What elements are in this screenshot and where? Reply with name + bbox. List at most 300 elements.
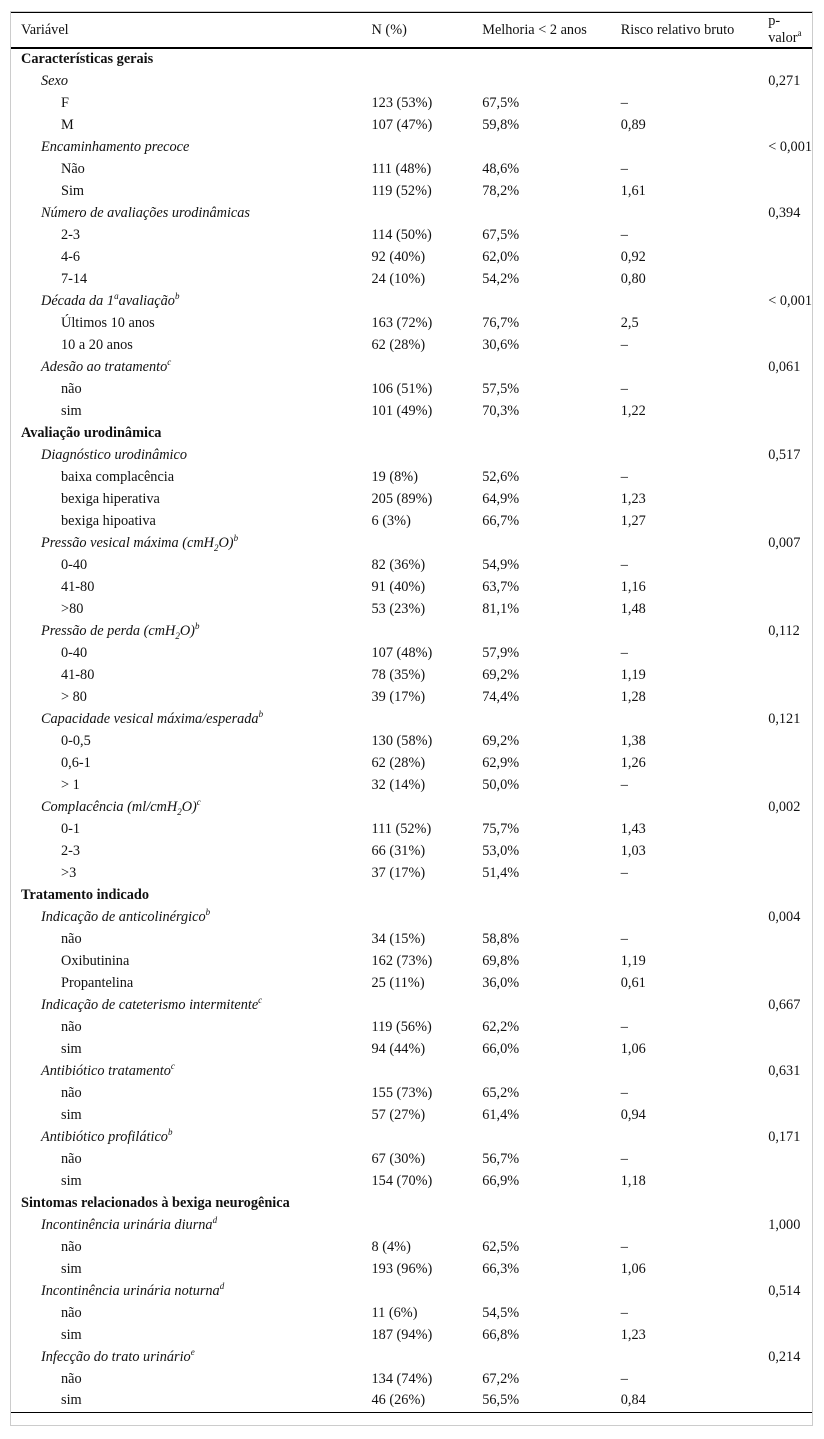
cell-n-percent: 106 (51%) [371, 380, 433, 397]
table-row [11, 114, 812, 136]
cell-n-percent: 34 (15%) [371, 930, 426, 947]
cell-p-value [768, 752, 812, 774]
cell-relative-risk: 1,61 [620, 182, 646, 199]
variable-row [11, 202, 812, 224]
cell-p-value [768, 1302, 812, 1324]
cell-variable: baixa complacência [61, 468, 175, 485]
variable-row [11, 532, 812, 554]
cell-variable: 0-0,5 [61, 732, 91, 749]
table-row [11, 1236, 812, 1258]
cell-variable: > 80 [61, 688, 87, 705]
cell-improvement [482, 1192, 621, 1214]
subscript: 2 [213, 542, 219, 553]
table-row [11, 1016, 812, 1038]
cell-relative-risk: – [620, 644, 628, 661]
table-body [11, 48, 812, 1412]
cell-variable: não [61, 930, 82, 947]
table-row [11, 840, 812, 862]
cell-relative-risk [621, 532, 768, 554]
cell-p-value: 0,394 [768, 204, 801, 221]
cell-relative-risk: 1,48 [620, 600, 646, 617]
label-text: Indicação de anticolinérgico [41, 908, 206, 925]
cell-n-percent [372, 708, 483, 730]
cell-p-value [768, 158, 812, 180]
table-row [11, 1302, 812, 1324]
cell-p-value: < 0,001 [768, 138, 812, 155]
cell-relative-risk [621, 620, 768, 642]
variable-row [11, 1214, 812, 1236]
cell-improvement [482, 708, 621, 730]
cell-n-percent: 53 (23%) [371, 600, 426, 617]
variable-row [11, 1280, 812, 1302]
cell-improvement [482, 1346, 621, 1368]
cell-n-percent: 111 (48%) [371, 160, 432, 177]
cell-p-value: 0,061 [768, 358, 801, 375]
table-row [11, 1104, 812, 1126]
table-row [11, 928, 812, 950]
cell-p-value: 0,007 [768, 534, 801, 551]
cell-n-percent: 32 (14%) [371, 776, 426, 793]
cell-p-value: 0,214 [768, 1348, 801, 1365]
label-text: Antibiótico tratamento [41, 1062, 171, 1079]
cell-p-value: < 0,001 [768, 292, 812, 309]
cell-variable: 41-80 [61, 666, 95, 683]
cell-n-percent: 123 (53%) [371, 94, 433, 111]
cell-p-value: 0,004 [768, 908, 801, 925]
cell-variable: sim [61, 1106, 82, 1123]
table-row [11, 92, 812, 114]
cell-p-value [768, 554, 812, 576]
footnote-marker: b [205, 906, 211, 917]
cell-p-value [768, 1170, 812, 1192]
cell-n-percent: 46 (26%) [372, 1390, 483, 1412]
cell-relative-risk [621, 136, 768, 158]
variable-row [11, 620, 812, 642]
cell-variable: 0-40 [61, 556, 88, 573]
variable-row [11, 356, 812, 378]
cell-n-percent: 107 (47%) [371, 116, 433, 133]
table-row [11, 972, 812, 994]
cell-p-value [768, 1082, 812, 1104]
cell-relative-risk: – [620, 1150, 628, 1167]
cell-improvement [482, 422, 621, 444]
cell-p-value: 0,631 [768, 1062, 801, 1079]
cell-relative-risk: 1,43 [620, 820, 646, 837]
cell-variable: 0,6-1 [61, 754, 91, 771]
table-row [11, 312, 812, 334]
cell-n-percent: 162 (73%) [371, 952, 433, 969]
cell-n-percent [372, 884, 483, 906]
cell-variable: Avaliação urodinâmica [21, 424, 162, 441]
cell-relative-risk [621, 444, 768, 466]
table-row [11, 554, 812, 576]
cell-improvement: 66,8% [482, 1326, 520, 1343]
cell-n-percent: 82 (36%) [371, 556, 426, 573]
footnote-marker: b [233, 532, 239, 543]
cell-p-value [768, 774, 812, 796]
cell-relative-risk: 1,28 [620, 688, 646, 705]
cell-relative-risk: – [620, 556, 628, 573]
table-row [11, 730, 812, 752]
label-text-cont: O) [181, 798, 197, 815]
cell-p-value [768, 488, 812, 510]
cell-improvement: 61,4% [482, 1106, 520, 1123]
cell-relative-risk: 1,06 [620, 1040, 646, 1057]
cell-relative-risk [621, 1214, 768, 1236]
cell-n-percent: 8 (4%) [371, 1238, 411, 1255]
cell-variable: sim [11, 1390, 372, 1412]
table-row [11, 1148, 812, 1170]
cell-improvement: 75,7% [482, 820, 520, 837]
cell-variable [11, 1214, 372, 1236]
cell-p-value [768, 928, 812, 950]
cell-p-value [768, 400, 812, 422]
cell-p-value [768, 1324, 812, 1346]
cell-improvement: 57,9% [482, 644, 520, 661]
cell-relative-risk: – [620, 1018, 628, 1035]
cell-relative-risk: – [620, 468, 628, 485]
cell-p-value: 0,514 [768, 1282, 801, 1299]
cell-improvement: 67,5% [482, 94, 520, 111]
cell-relative-risk: 1,19 [620, 952, 646, 969]
table-header-row [11, 13, 812, 49]
cell-n-percent [372, 796, 483, 818]
cell-improvement [482, 202, 621, 224]
cell-variable: Oxibutinina [61, 952, 130, 969]
cell-n-percent [372, 1060, 483, 1082]
cell-n-percent: 94 (44%) [371, 1040, 426, 1057]
cell-p-value [768, 1192, 812, 1214]
cell-n-percent: 193 (96%) [371, 1260, 433, 1277]
cell-n-percent: 37 (17%) [371, 864, 426, 881]
cell-p-value: 0,667 [768, 996, 801, 1013]
cell-variable [11, 796, 372, 818]
cell-p-value [768, 686, 812, 708]
cell-relative-risk: – [620, 1304, 628, 1321]
table-row [11, 510, 812, 532]
table-row [11, 1390, 812, 1412]
cell-n-percent: 187 (94%) [371, 1326, 433, 1343]
cell-improvement: 65,2% [482, 1084, 520, 1101]
cell-variable: Diagnóstico urodinâmico [41, 446, 188, 463]
cell-improvement: 69,8% [482, 952, 520, 969]
variable-row [11, 708, 812, 730]
cell-variable: F [61, 94, 69, 111]
label-text: Incontinência urinária noturna [41, 1282, 220, 1299]
cell-variable: Últimos 10 anos [61, 314, 155, 331]
header-p-valor [768, 13, 812, 49]
cell-variable: >3 [61, 864, 77, 881]
cell-variable: 0-40 [61, 644, 88, 661]
cell-variable [11, 356, 372, 378]
table-row [11, 1368, 812, 1390]
label-text-cont: O) [218, 534, 234, 551]
cell-relative-risk: 1,16 [620, 578, 646, 595]
cell-p-value [768, 1104, 812, 1126]
cell-improvement [482, 1280, 621, 1302]
cell-n-percent: 39 (17%) [371, 688, 426, 705]
cell-improvement: 66,3% [482, 1260, 520, 1277]
cell-relative-risk [621, 1060, 768, 1082]
cell-p-value [768, 334, 812, 356]
cell-variable: não [61, 380, 82, 397]
cell-variable: M [61, 116, 74, 133]
variable-row [11, 290, 812, 312]
cell-relative-risk: 1,23 [620, 1326, 646, 1343]
cell-p-value [768, 664, 812, 686]
footnote-marker: d [212, 1214, 218, 1225]
cell-improvement: 62,9% [482, 754, 520, 771]
cell-p-value [768, 862, 812, 884]
cell-relative-risk [621, 994, 768, 1016]
cell-n-percent: 67 (30%) [371, 1150, 426, 1167]
cell-relative-risk [621, 422, 768, 444]
cell-variable: Tratamento indicado [21, 886, 150, 903]
cell-variable: Sim [61, 182, 85, 199]
cell-relative-risk: – [620, 1238, 628, 1255]
cell-improvement: 58,8% [482, 930, 520, 947]
variable-row [11, 796, 812, 818]
cell-relative-risk: 1,26 [620, 754, 646, 771]
cell-n-percent [372, 356, 483, 378]
cell-variable: Propantelina [61, 974, 134, 991]
cell-improvement [482, 290, 621, 312]
label-text: Década da 1 [41, 292, 115, 309]
cell-relative-risk [621, 1126, 768, 1148]
cell-variable: não [61, 1018, 82, 1035]
footnote-marker: e [190, 1346, 195, 1357]
cell-p-value [768, 1368, 812, 1390]
cell-n-percent [372, 70, 483, 92]
footnote-marker: c [167, 356, 172, 367]
cell-variable [11, 532, 372, 554]
cell-improvement [482, 444, 621, 466]
cell-n-percent: 19 (8%) [371, 468, 418, 485]
variable-row [11, 906, 812, 928]
cell-p-value [768, 1148, 812, 1170]
table-row [11, 466, 812, 488]
label-text: Complacência (ml/cmH [41, 798, 178, 815]
cell-variable: não [61, 1084, 82, 1101]
cell-p-value [768, 466, 812, 488]
cell-n-percent: 11 (6%) [371, 1304, 418, 1321]
cell-improvement: 66,0% [482, 1040, 520, 1057]
table-row [11, 818, 812, 840]
cell-relative-risk: – [620, 336, 628, 353]
table-row [11, 686, 812, 708]
label-text: Indicação de cateterismo intermitente [41, 996, 259, 1013]
cell-relative-risk [621, 708, 768, 730]
footnote-marker: b [174, 290, 180, 301]
table-row [11, 1170, 812, 1192]
cell-improvement: 36,0% [482, 974, 520, 991]
header-p-valor-footnote: a [797, 28, 802, 39]
cell-variable [11, 708, 372, 730]
cell-relative-risk: 1,03 [620, 842, 646, 859]
cell-variable [11, 1280, 372, 1302]
section-row [11, 1192, 812, 1214]
table-row [11, 378, 812, 400]
cell-n-percent: 62 (28%) [371, 754, 426, 771]
cell-p-value: 0,517 [768, 446, 801, 463]
cell-p-value [768, 884, 812, 906]
cell-improvement: 57,5% [482, 380, 520, 397]
section-row [11, 48, 812, 70]
cell-p-value [768, 378, 812, 400]
cell-p-value [768, 950, 812, 972]
cell-p-value: 0,002 [768, 798, 801, 815]
cell-p-value [768, 1016, 812, 1038]
cell-n-percent [372, 202, 483, 224]
cell-p-value [768, 246, 812, 268]
cell-n-percent: 114 (50%) [371, 226, 432, 243]
cell-n-percent [372, 1126, 483, 1148]
cell-improvement: 81,1% [482, 600, 520, 617]
cell-variable: bexiga hipoativa [61, 512, 156, 529]
cell-improvement: 54,9% [482, 556, 520, 573]
cell-p-value [768, 1038, 812, 1060]
table-row [11, 774, 812, 796]
cell-improvement: 53,0% [482, 842, 520, 859]
cell-variable: sim [61, 1172, 82, 1189]
footnote-marker: c [258, 994, 263, 1005]
variable-row [11, 1060, 812, 1082]
cell-improvement: 50,0% [482, 776, 520, 793]
label-text: Antibiótico profilático [41, 1128, 168, 1145]
footnote-marker: b [258, 708, 264, 719]
cell-variable [11, 1060, 372, 1082]
cell-p-value [768, 180, 812, 202]
cell-n-percent: 62 (28%) [371, 336, 426, 353]
cell-variable: não [61, 1370, 82, 1387]
section-row [11, 884, 812, 906]
cell-improvement: 54,2% [482, 270, 520, 287]
cell-p-value [768, 224, 812, 246]
cell-relative-risk [621, 356, 768, 378]
label-text: Pressão de perda (cmH [41, 622, 176, 639]
cell-improvement [482, 1126, 621, 1148]
table-row [11, 180, 812, 202]
cell-n-percent: 66 (31%) [371, 842, 426, 859]
results-table [11, 12, 812, 1413]
cell-improvement [482, 1060, 621, 1082]
cell-relative-risk [621, 1192, 768, 1214]
cell-improvement [482, 356, 621, 378]
cell-relative-risk: 0,89 [620, 116, 646, 133]
cell-p-value [768, 972, 812, 994]
cell-relative-risk: – [620, 1370, 628, 1387]
cell-relative-risk: 1,38 [620, 732, 646, 749]
cell-improvement: 56,7% [482, 1150, 520, 1167]
label-text-cont: avaliação [118, 292, 175, 309]
label-text: Adesão ao tratamento [41, 358, 168, 375]
header-n-percent: N (%) [372, 13, 483, 49]
cell-improvement: 70,3% [482, 402, 520, 419]
subscript: 2 [177, 806, 182, 817]
table-row [11, 642, 812, 664]
cell-relative-risk: 0,94 [620, 1106, 646, 1123]
cell-improvement [482, 70, 621, 92]
cell-variable: Encaminhamento precoce [41, 138, 190, 155]
footnote-marker: c [196, 796, 201, 807]
cell-improvement: 51,4% [482, 864, 520, 881]
cell-variable: 7-14 [61, 270, 88, 287]
cell-variable: sim [61, 1326, 82, 1343]
cell-n-percent: 154 (70%) [371, 1172, 433, 1189]
cell-p-value [768, 730, 812, 752]
cell-relative-risk: – [620, 1084, 628, 1101]
cell-relative-risk: 1,18 [620, 1172, 646, 1189]
cell-variable: Não [61, 160, 85, 177]
cell-variable: Número de avaliações urodinâmicas [41, 204, 250, 221]
cell-variable: sim [61, 402, 82, 419]
cell-improvement [482, 532, 621, 554]
cell-improvement: 48,6% [482, 160, 520, 177]
cell-relative-risk: 2,5 [620, 314, 639, 331]
cell-p-value [768, 1390, 812, 1412]
cell-n-percent: 130 (58%) [371, 732, 433, 749]
table-row [11, 158, 812, 180]
cell-variable [11, 620, 372, 642]
variable-row [11, 70, 812, 92]
cell-n-percent: 155 (73%) [371, 1084, 433, 1101]
cell-variable: Sintomas relacionados à bexiga neurogênica [21, 1194, 290, 1211]
footnote-marker: b [194, 620, 200, 631]
cell-n-percent [372, 620, 483, 642]
cell-improvement: 69,2% [482, 732, 520, 749]
cell-p-value: 0,271 [768, 72, 801, 89]
cell-variable: > 1 [61, 776, 80, 793]
cell-variable: Características gerais [21, 51, 154, 67]
cell-n-percent: 92 (40%) [371, 248, 426, 265]
cell-variable [11, 290, 372, 312]
cell-variable [11, 906, 372, 928]
cell-variable: >80 [61, 600, 84, 617]
label-text: Incontinência urinária diurna [41, 1216, 213, 1233]
cell-n-percent [372, 290, 483, 312]
cell-p-value [768, 576, 812, 598]
cell-relative-risk: 0,61 [620, 974, 646, 991]
label-text: Capacidade vesical máxima/esperada [41, 710, 259, 727]
table-row [11, 400, 812, 422]
cell-relative-risk: 0,84 [621, 1390, 768, 1412]
cell-relative-risk [621, 884, 768, 906]
cell-relative-risk: 0,92 [620, 248, 646, 265]
cell-n-percent: 91 (40%) [371, 578, 426, 595]
cell-n-percent: 119 (52%) [371, 182, 432, 199]
cell-relative-risk: 1,22 [620, 402, 646, 419]
cell-n-percent: 24 (10%) [371, 270, 426, 287]
cell-p-value [768, 268, 812, 290]
variable-row [11, 136, 812, 158]
cell-p-value [768, 818, 812, 840]
cell-improvement: 56,5% [482, 1390, 621, 1412]
table-row [11, 268, 812, 290]
cell-improvement: 62,2% [482, 1018, 520, 1035]
cell-improvement: 62,0% [482, 248, 520, 265]
table-row [11, 334, 812, 356]
cell-variable [11, 1126, 372, 1148]
cell-improvement [482, 884, 621, 906]
cell-p-value [768, 840, 812, 862]
cell-p-value: 0,112 [768, 622, 800, 639]
cell-relative-risk: – [620, 94, 628, 111]
cell-p-value [768, 92, 812, 114]
variable-row [11, 1346, 812, 1368]
variable-row [11, 1126, 812, 1148]
cell-relative-risk [621, 48, 768, 70]
cell-n-percent [372, 994, 483, 1016]
